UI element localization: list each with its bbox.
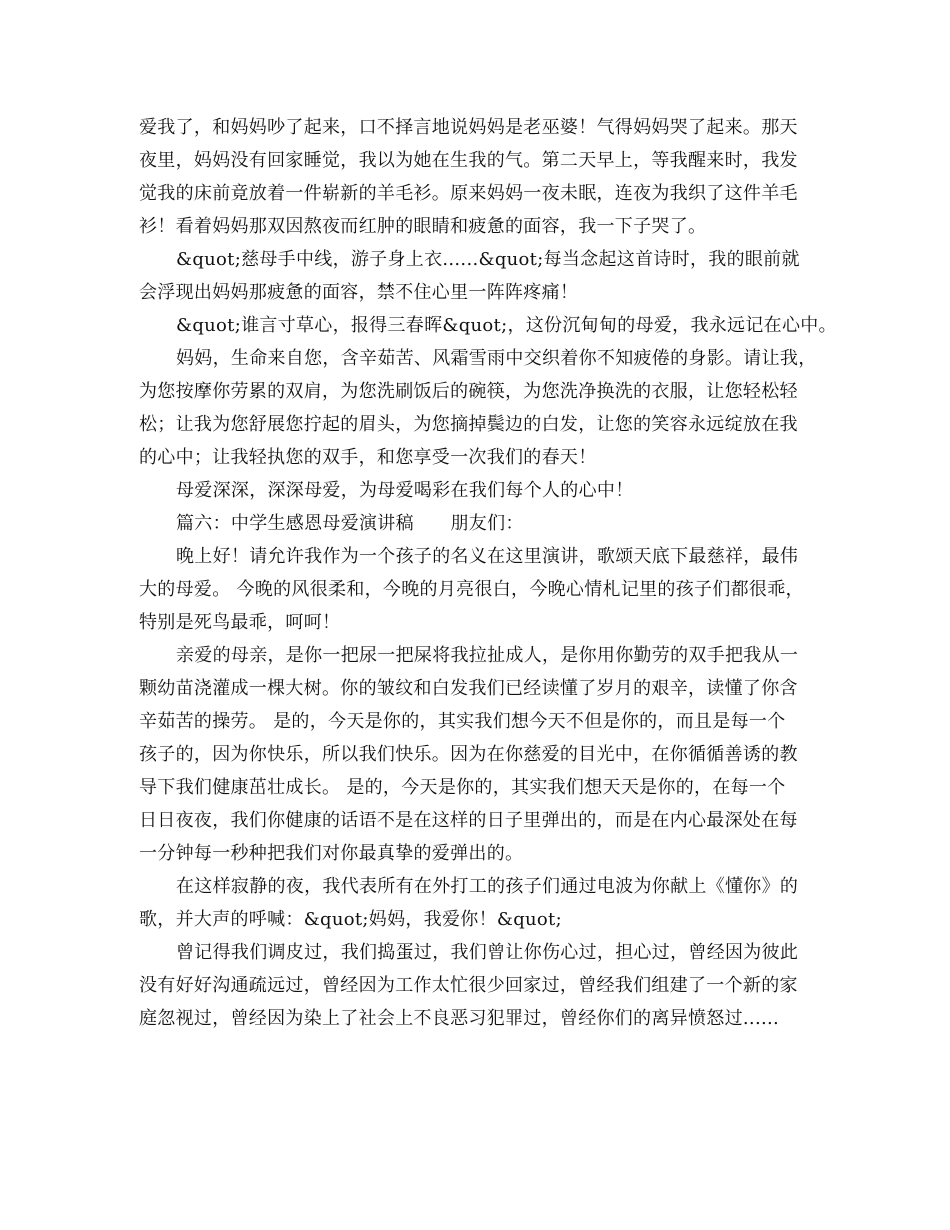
text-line: 歌，并大声的呼喊：&quot;妈妈，我爱你！&quot; — [139, 909, 562, 930]
text-line: 爱我了，和妈妈吵了起来，口不择言地说妈妈是老巫婆！气得妈妈哭了起来。那天 — [139, 117, 798, 138]
text-line: &quot;谁言寸草心，报得三春晖&quot;，这份沉甸甸的母爱，我永远记在心中。 — [176, 315, 837, 336]
text-line: 会浮现出妈妈那疲惫的面容，禁不住心里一阵阵疼痛！ — [139, 282, 579, 303]
text-line: 的心中；让我轻执您的双手，和您享受一次我们的春天！ — [139, 447, 597, 468]
section-heading: 篇六：中学生感恩母爱演讲稿 朋友们： — [176, 513, 524, 534]
text-line: &quot;慈母手中线，游子身上衣......&quot;每当念起这首诗时，我的眼前就 — [176, 249, 800, 270]
text-line: 一分钟每一秒种把我们对你最真挚的爱弹出的。 — [139, 843, 524, 864]
text-line: 夜里，妈妈没有回家睡觉，我以为她在生我的气。第二天早上，等我醒来时，我发 — [139, 150, 798, 171]
text-line: 在这样寂静的夜，我代表所有在外打工的孩子们通过电波为你献上《懂你》的 — [176, 876, 799, 897]
text-line: 日日夜夜，我们你健康的话语不是在这样的日子里弹出的，而是在内心最深处在每 — [139, 810, 798, 831]
text-line: 松；让我为您舒展您拧起的眉头，为您摘掉鬓边的白发，让您的笑容永远绽放在我 — [139, 414, 798, 435]
text-line: 晚上好！请允许我作为一个孩子的名义在这里演讲，歌颂天底下最慈祥，最伟 — [176, 546, 799, 567]
text-line: 妈妈，生命来自您，含辛茹苦、风霜雪雨中交织着你不知疲倦的身影。请让我， — [176, 348, 817, 369]
text-line: 觉我的床前竟放着一件崭新的羊毛衫。原来妈妈一夜未眠，连夜为我织了这件羊毛 — [139, 183, 798, 204]
text-line: 辛茹苦的操劳。 是的，今天是你的，其实我们想今天不但是你的，而且是每一个 — [139, 711, 786, 732]
text-line: 孩子的，因为你快乐，所以我们快乐。因为在你慈爱的目光中，在你循循善诱的教 — [139, 744, 798, 765]
text-line: 导下我们健康茁壮成长。 是的，今天是你的，其实我们想天天是你的，在每一个 — [139, 777, 786, 798]
text-line: 没有好好沟通疏远过，曾经因为工作太忙很少回家过，曾经我们组建了一个新的家 — [139, 975, 798, 996]
text-line: 大的母爱。 今晚的风很柔和，今晚的月亮很白，今晚心情札记里的孩子们都很乖， — [139, 579, 804, 600]
text-line: 为您按摩你劳累的双肩，为您洗刷饭后的碗筷，为您洗净换洗的衣服，让您轻松轻 — [139, 381, 798, 402]
text-line: 庭忽视过，曾经因为染上了社会上不良恶习犯罪过，曾经你们的离异愤怒过...... — [139, 1008, 780, 1029]
text-line: 亲爱的母亲，是你一把尿一把屎将我拉扯成人，是你用你勤劳的双手把我从一 — [176, 645, 799, 666]
text-line: 母爱深深，深深母爱，为母爱喝彩在我们每个人的心中！ — [176, 480, 634, 501]
text-line: 衫！看着妈妈那双因熬夜而红肿的眼睛和疲惫的面容，我一下子哭了。 — [139, 216, 707, 237]
text-line: 颗幼苗浇灌成一棵大树。你的皱纹和白发我们已经读懂了岁月的艰辛，读懂了你含 — [139, 678, 798, 699]
text-line: 曾记得我们调皮过，我们捣蛋过，我们曾让你伤心过，担心过，曾经因为彼此 — [176, 942, 799, 963]
text-line: 特别是死鸟最乖，呵呵！ — [139, 612, 341, 633]
